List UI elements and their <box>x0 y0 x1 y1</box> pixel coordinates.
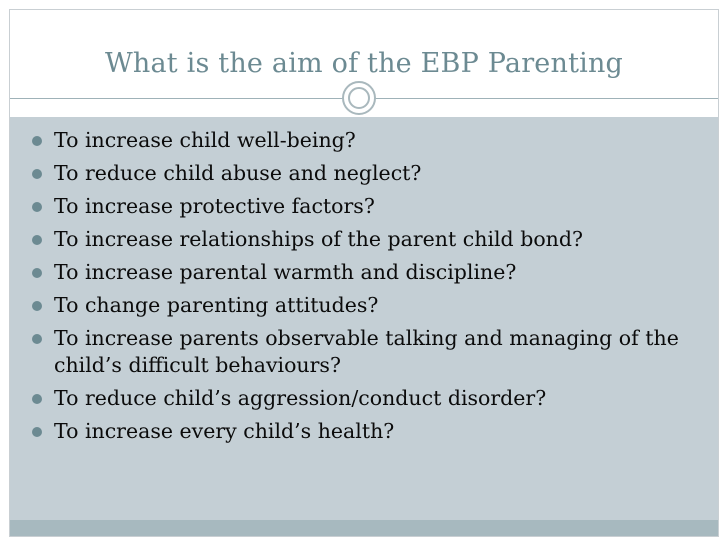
bullet-dot-icon <box>32 301 42 311</box>
bullet-dot-icon <box>32 235 42 245</box>
bullet-dot-icon <box>32 202 42 212</box>
bullet-text: To increase every child’s health? <box>54 418 395 443</box>
bullet-item <box>10 418 710 445</box>
bullet-text: To reduce child’s aggression/conduct disorder? <box>54 385 547 410</box>
bullet-item <box>10 292 710 319</box>
bullet-item <box>10 160 710 187</box>
bullet-list <box>10 127 710 451</box>
bullet-text: To increase parents observable talking and managing of the child’s difficult behaviours? <box>54 326 679 377</box>
bullet-dot-icon <box>32 169 42 179</box>
bullet-dot-icon <box>32 394 42 404</box>
bullet-dot-icon <box>32 268 42 278</box>
circle-ornament-icon <box>342 81 376 115</box>
bullet-item <box>10 259 710 286</box>
bullet-text: To increase child well-being? <box>54 128 356 152</box>
bullet-item <box>10 385 710 412</box>
bullet-item <box>10 226 710 253</box>
bullet-text: To reduce child abuse and neglect? <box>54 161 422 185</box>
bullet-dot-icon <box>32 136 42 146</box>
bullet-item <box>10 193 710 220</box>
bullet-text: To change parenting attitudes? <box>54 293 379 317</box>
bullet-dot-icon <box>32 427 42 437</box>
bullet-item <box>10 127 710 154</box>
slide-title: What is the aim of the EBP Parenting <box>104 48 624 79</box>
bullet-text: To increase relationships of the parent child bond? <box>54 227 583 251</box>
bullet-text: To increase protective factors? <box>54 194 375 218</box>
bullet-item <box>10 325 710 378</box>
bullet-dot-icon <box>32 334 42 344</box>
bottom-bar <box>10 520 718 536</box>
bullet-text: To increase parental warmth and discipline? <box>54 260 517 284</box>
